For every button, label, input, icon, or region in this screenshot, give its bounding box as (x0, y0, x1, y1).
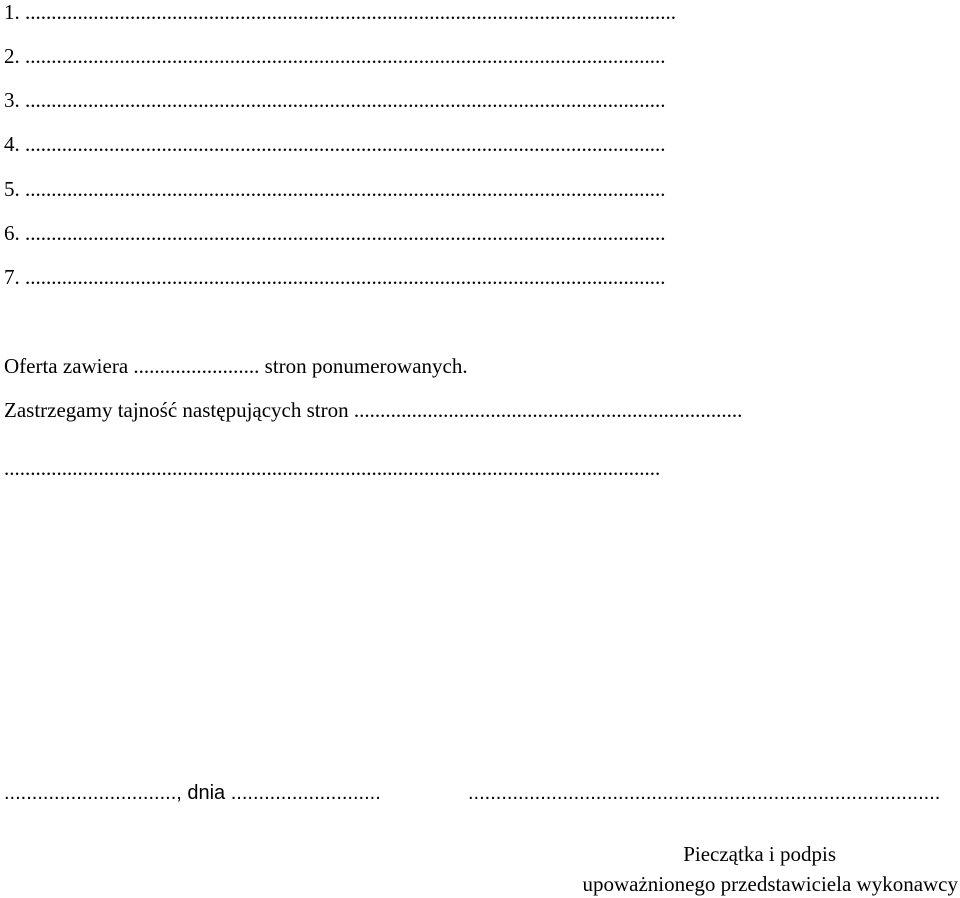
signature-caption-line-1: Pieczątka i podpis (683, 842, 836, 866)
signature-line: ..................................................................................... (468, 782, 941, 804)
place-date-line: ..............................., dnia ........................... (4, 782, 381, 804)
list-item-3: 3. .......................................................................................................................... (4, 88, 666, 112)
list-item-1: 1. ............................................................................................................................ (4, 0, 676, 24)
list-item-5: 5. .......................................................................................................................... (4, 177, 666, 201)
confidential-pages-continuation: ............................................................................................................................. (4, 456, 661, 480)
list-item-4: 4. .......................................................................................................................... (4, 132, 666, 156)
signature-caption-line-2: upoważnionego przedstawiciela wykonawcy (582, 872, 958, 896)
list-item-7: 7. .......................................................................................................................... (4, 265, 666, 289)
list-item-2: 2. .......................................................................................................................... (4, 44, 666, 68)
list-item-6: 6. .......................................................................................................................... (4, 221, 666, 245)
offer-page-count-line: Oferta zawiera ........................ stron ponumerowanych. (4, 354, 468, 378)
confidential-pages-line: Zastrzegamy tajność następujących stron .......................................................................... (4, 398, 743, 422)
